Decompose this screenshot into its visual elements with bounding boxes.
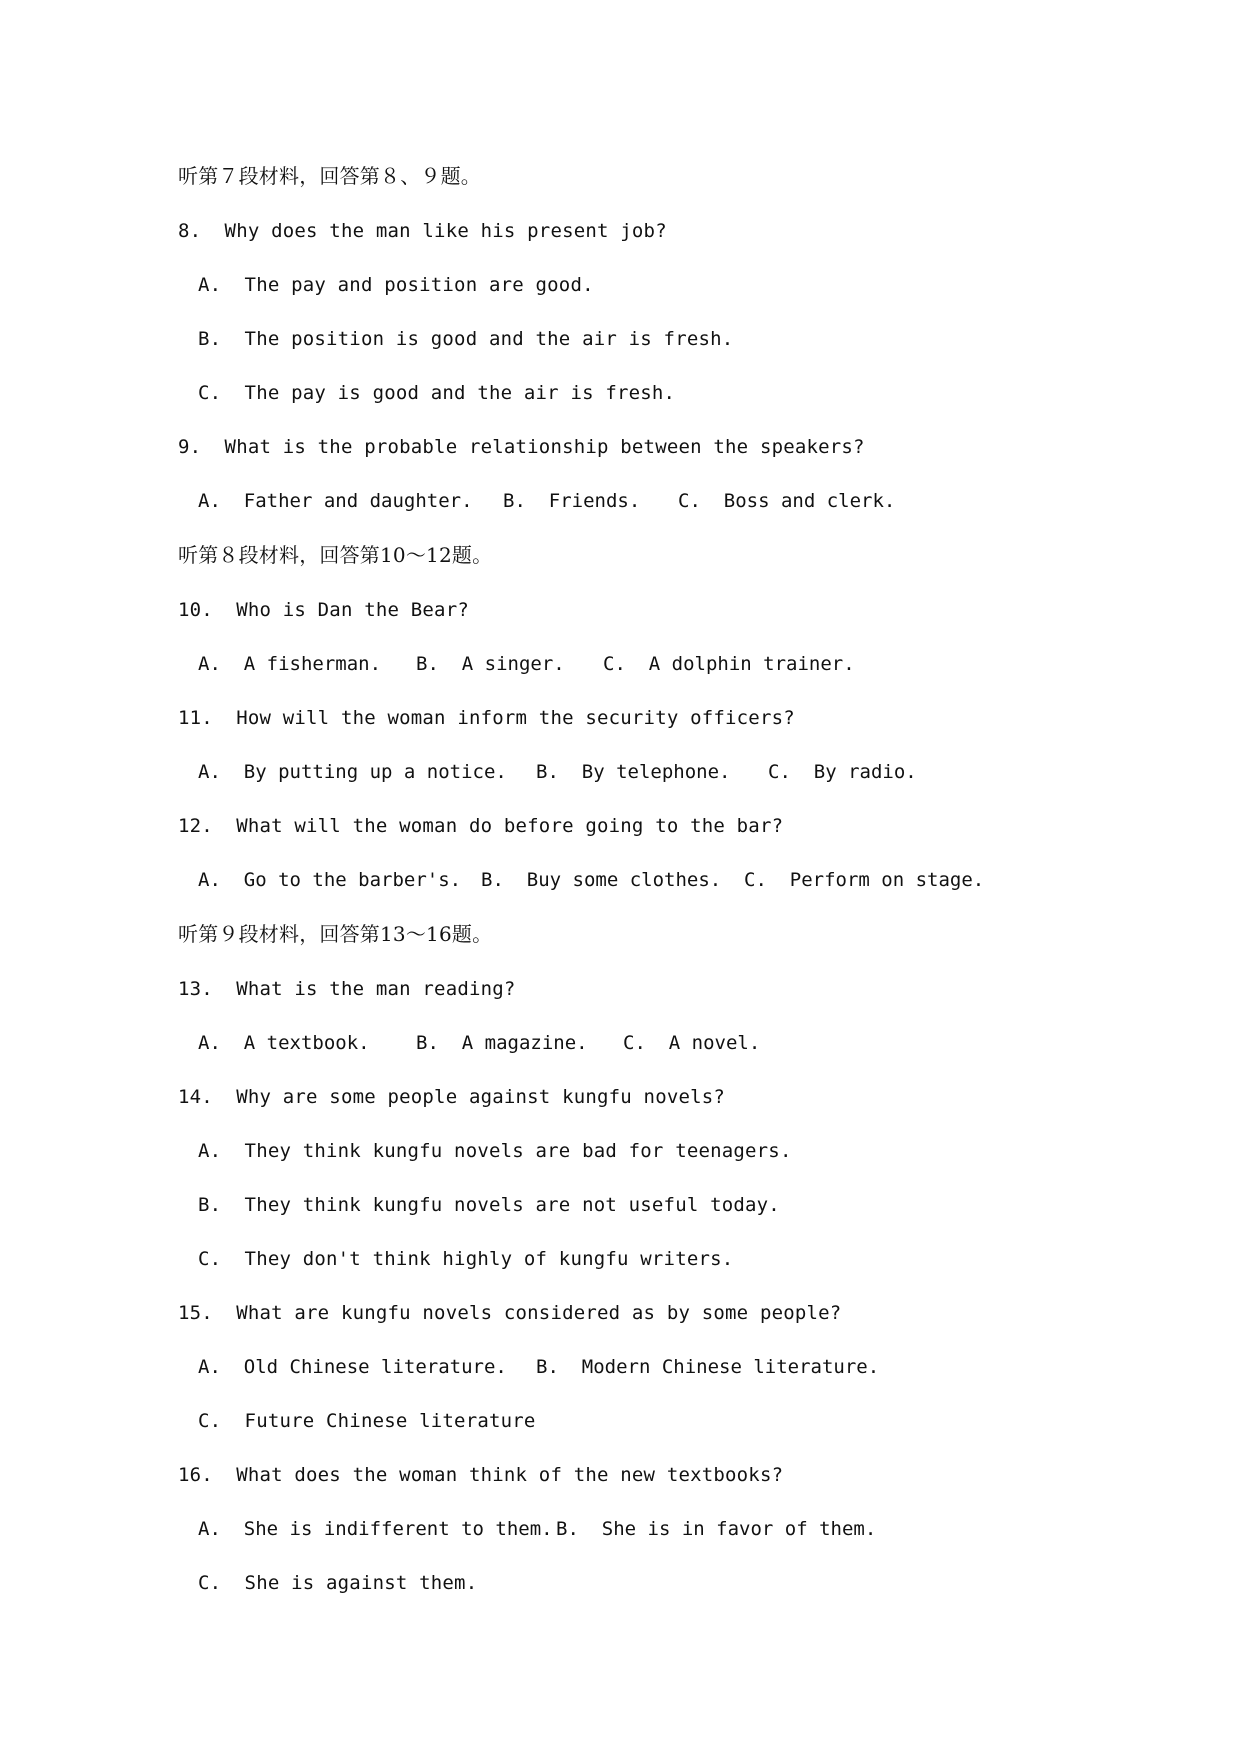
question-9-option-b: B. Friends. (503, 490, 641, 512)
question-12-option-b: B. Buy some clothes. (481, 869, 722, 891)
question-15-option-c: C. Future Chinese literature (198, 1410, 536, 1432)
question-8-option-c: C. The pay is good and the air is fresh. (198, 382, 676, 404)
question-12-stem: 12. What will the woman do before going to the bar? (178, 815, 784, 837)
question-10-option-a: A. A fisherman. (198, 653, 382, 675)
question-9-option-c: C. Boss and clerk. (678, 490, 896, 512)
question-14-stem: 14. Why are some people against kungfu novels? (178, 1086, 726, 1108)
question-14-option-a: A. They think kungfu novels are bad for teenagers. (198, 1140, 792, 1162)
question-15-stem: 15. What are kungfu novels considered as by some people? (178, 1302, 842, 1324)
question-8-stem: 8. Why does the man like his present job? (178, 220, 667, 242)
question-14-option-b: B. They think kungfu novels are not useful today. (198, 1194, 780, 1216)
question-11-option-b: B. By telephone. (536, 761, 731, 783)
question-11-option-a: A. By putting up a notice. (198, 761, 507, 783)
question-15-option-a: A. Old Chinese literature. (198, 1356, 507, 1378)
question-16-stem: 16. What does the woman think of the new textbooks? (178, 1464, 784, 1486)
question-13-stem: 13. What is the man reading? (178, 978, 516, 1000)
question-13-option-a: A. A textbook. (198, 1032, 370, 1054)
question-10-stem: 10. Who is Dan the Bear? (178, 599, 469, 621)
question-13-option-b: B. A magazine. (416, 1032, 588, 1054)
question-8-option-b: B. The position is good and the air is fresh. (198, 328, 734, 350)
question-10-option-b: B. A singer. (416, 653, 565, 675)
question-11-option-c: C. By radio. (768, 761, 917, 783)
question-12-option-a: A. Go to the barber's. (198, 869, 462, 891)
question-11-stem: 11. How will the woman inform the security officers? (178, 707, 795, 729)
question-15-option-b: B. Modern Chinese literature. (536, 1356, 880, 1378)
question-12-option-c: C. Perform on stage. (744, 869, 985, 891)
question-9-stem: 9. What is the probable relationship between the speakers? (178, 436, 865, 458)
section-heading-8: 听第８段材料，回答第10～12题。 (178, 543, 493, 567)
question-9-option-a: A. Father and daughter. (198, 490, 473, 512)
question-10-option-c: C. A dolphin trainer. (603, 653, 855, 675)
question-14-option-c: C. They don't think highly of kungfu writers. (198, 1248, 734, 1270)
question-16-option-b: B. She is in favor of them. (556, 1518, 877, 1540)
question-16-option-c: C. She is against them. (198, 1572, 478, 1594)
question-16-option-a: A. She is indifferent to them. (198, 1518, 553, 1540)
section-heading-9: 听第９段材料，回答第13～16题。 (178, 922, 493, 946)
section-heading-7: 听第７段材料，回答第８、９题。 (178, 164, 481, 188)
question-13-option-c: C. A novel. (623, 1032, 761, 1054)
question-8-option-a: A. The pay and position are good. (198, 274, 594, 296)
